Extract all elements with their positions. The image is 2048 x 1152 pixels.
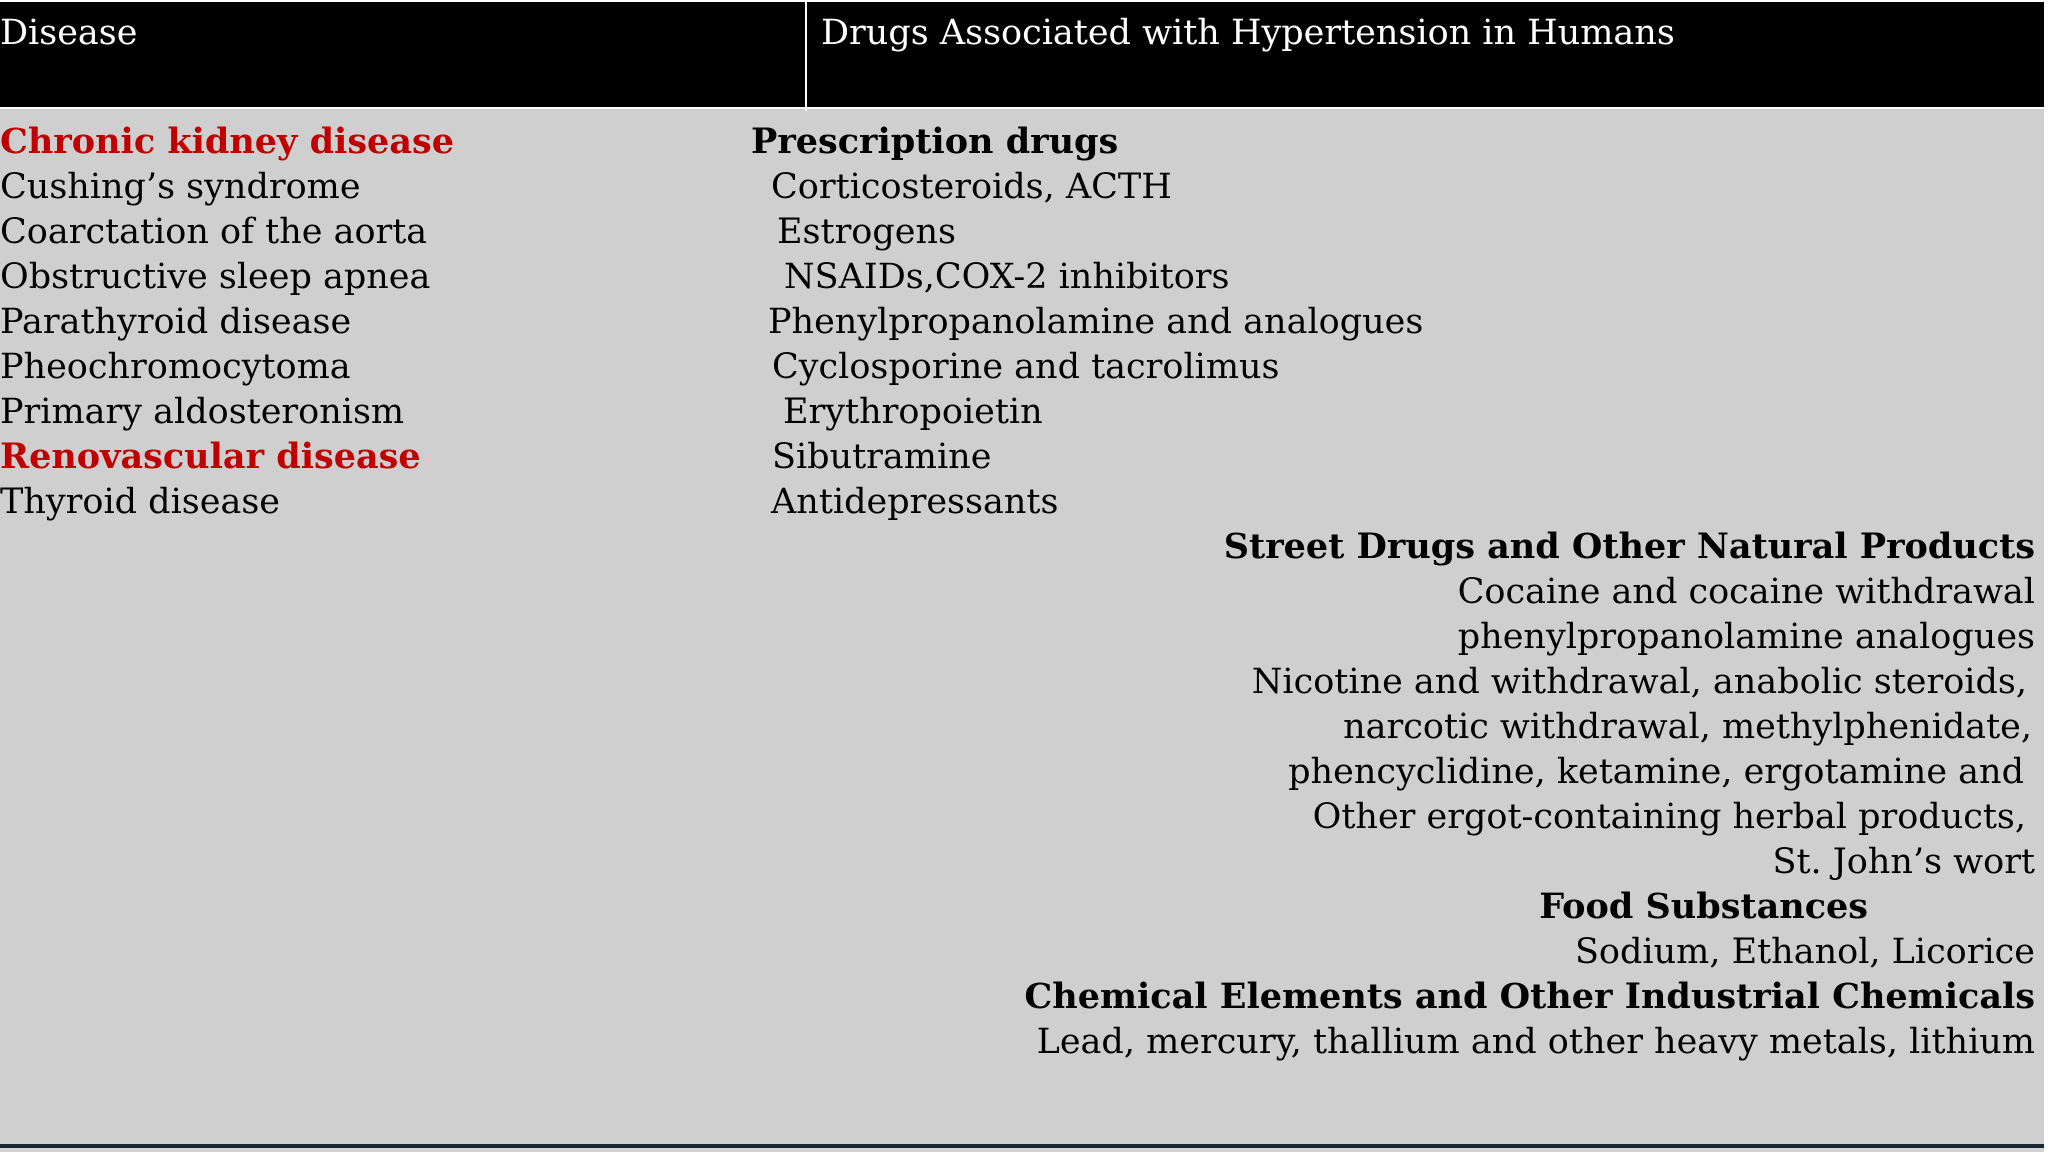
chemical-line: Lead, mercury, thallium and other heavy metals, lithium [1036,1022,2035,1062]
prescription-item: Antidepressants [771,482,1059,522]
disease-item: Renovascular disease [0,436,421,477]
disease-item: Parathyroid disease [0,302,352,342]
street-line: Other ergot-containing herbal products, [1312,797,2026,837]
header-divider [805,2,807,111]
street-heading: Street Drugs and Other Natural Products [1223,526,2035,567]
prescription-item: NSAIDs,COX-2 inhibitors [784,257,1230,297]
disease-item: Chronic kidney disease [0,121,454,162]
street-line: St. John’s wort [1772,842,2035,882]
disease-item: Thyroid disease [0,482,280,522]
disease-item: Obstructive sleep apnea [0,257,431,297]
prescription-item: Estrogens [777,212,956,252]
street-line: Nicotine and withdrawal, anabolic steroids, [1251,662,2027,702]
street-line: Cocaine and cocaine withdrawal [1457,572,2035,612]
street-line: narcotic withdrawal, methylphenidate, [1343,707,2032,747]
chemical-heading: Chemical Elements and Other Industrial Chemicals [1024,976,2035,1017]
disease-item: Pheochromocytoma [0,347,351,387]
street-line: phencyclidine, ketamine, ergotamine and [1288,752,2024,792]
prescription-item: Cyclosporine and tacrolimus [772,347,1280,387]
prescription-item: Erythropoietin [783,392,1043,432]
header-drugs: Drugs Associated with Hypertension in Humans [821,13,1675,53]
prescription-item: Phenylpropanolamine and analogues [768,302,1424,342]
street-line: phenylpropanolamine analogues [1457,617,2035,657]
food-heading: Food Substances [1539,886,1868,927]
prescription-heading: Prescription drugs [751,121,1119,162]
header-disease: Disease [0,13,138,53]
prescription-item: Corticosteroids, ACTH [771,167,1172,207]
disease-item: Primary aldosteronism [0,392,405,432]
food-line: Sodium, Ethanol, Licorice [1574,932,2035,972]
disease-item: Cushing’s syndrome [0,167,361,207]
table-header-row [0,0,2044,109]
disease-item: Coarctation of the aorta [0,212,428,252]
prescription-item: Sibutramine [772,437,992,477]
